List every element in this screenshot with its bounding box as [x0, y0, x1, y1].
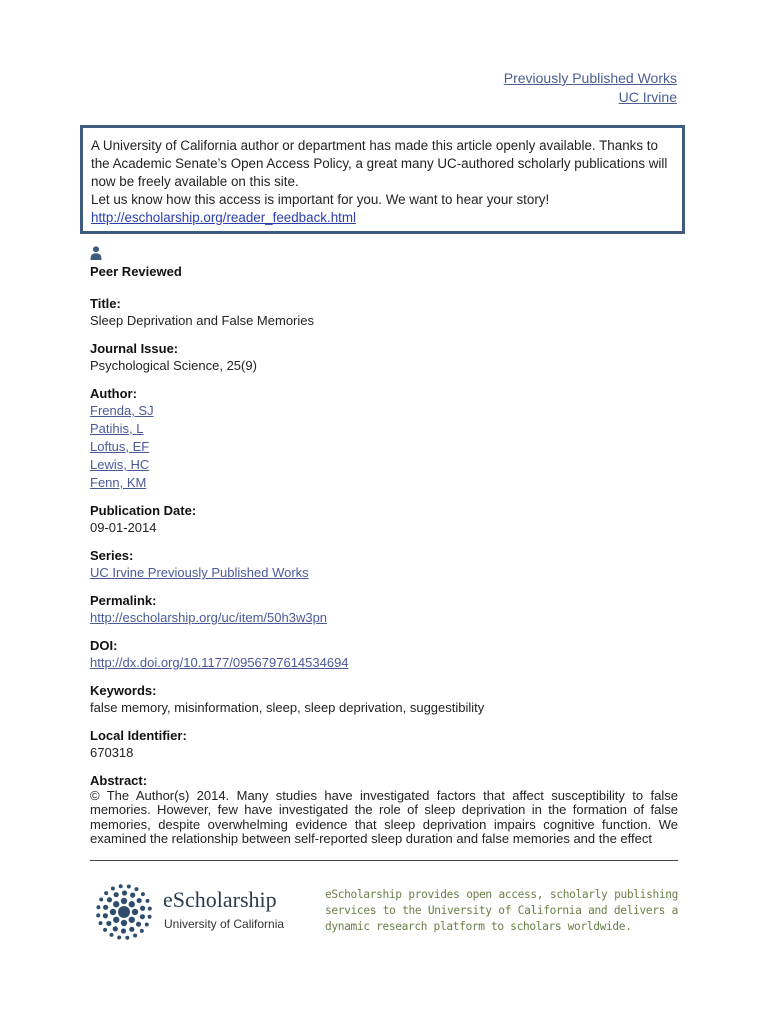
series-label: Series: [90, 548, 134, 563]
abstract-text: © The Author(s) 2014. Many studies have investigated factors that affect susceptibility to false memories. However, few have investigated the role of sleep deprivation in the formation of false memories, despite overwhelming evidence that sleep deprivation impairs cognitive function. We examined the relationship between self-reported sleep duration and false memories and the effect [90, 788, 678, 846]
footer-description: eScholarship provides open access, scholarly publishing services to the University of California and delivers a dynamic research platform to scholars worldwide. [325, 888, 678, 933]
permalink-label: Permalink: [90, 593, 157, 608]
author-link[interactable]: Lewis, HC [90, 457, 150, 472]
permalink-link[interactable]: http://escholarship.org/uc/item/50h3w3pn [90, 610, 328, 625]
author-list [90, 402, 680, 492]
doi-label: DOI: [90, 638, 118, 653]
uc-irvine-link[interactable]: UC Irvine [618, 89, 677, 105]
series-field [90, 547, 680, 582]
escholarship-logo-icon [92, 880, 156, 944]
author-link[interactable]: Patihis, L [90, 421, 144, 436]
date-value: 09-01-2014 [90, 520, 157, 535]
series-link[interactable]: UC Irvine Previously Published Works [90, 565, 309, 580]
local-id-label: Local Identifier: [90, 728, 187, 743]
previously-published-works-link[interactable]: Previously Published Works [503, 70, 677, 86]
journal-field [90, 340, 680, 375]
author-link[interactable]: Loftus, EF [90, 439, 150, 454]
author-link[interactable]: Fenn, KM [90, 475, 147, 490]
journal-value: Psychological Science, 25(9) [90, 358, 257, 373]
feedback-link[interactable]: http://escholarship.org/reader_feedback.html [91, 210, 356, 225]
title-value: Sleep Deprivation and False Memories [90, 313, 314, 328]
notice-feedback-text: Let us know how this access is important for you. We want to hear your story! [91, 192, 550, 207]
date-label: Publication Date: [90, 503, 197, 518]
keywords-value: false memory, misinformation, sleep, sleep deprivation, suggestibility [90, 700, 485, 715]
keywords-field [90, 682, 680, 717]
local-id-field [90, 727, 680, 762]
header-links [504, 69, 677, 107]
date-field [90, 502, 680, 537]
author-link[interactable]: Frenda, SJ [90, 403, 154, 418]
footer-divider [90, 860, 678, 861]
doi-field [90, 637, 680, 672]
permalink-field [90, 592, 680, 627]
escholarship-brand: eScholarship [163, 887, 277, 912]
escholarship-brand-sub: University of California [164, 917, 285, 931]
journal-label: Journal Issue: [90, 341, 179, 356]
peer-reviewed-label: Peer Reviewed [90, 264, 182, 279]
person-icon [90, 246, 102, 260]
record-metadata [90, 246, 680, 856]
title-field [90, 295, 680, 330]
local-id-value: 670318 [90, 745, 134, 760]
author-field [90, 385, 680, 492]
title-label: Title: [90, 296, 121, 311]
abstract-field [90, 772, 680, 846]
doi-link[interactable]: http://dx.doi.org/10.1177/0956797614534694 [90, 655, 349, 670]
abstract-label: Abstract: [90, 773, 148, 788]
open-access-notice [80, 125, 685, 234]
keywords-label: Keywords: [90, 683, 157, 698]
notice-text: A University of California author or department has made this article openly available. Thanks to the Academic Senate’s Open Access Policy, a great many UC-authored scholarly publications will now be freely available on this site. [91, 138, 668, 189]
author-label: Author: [90, 386, 137, 401]
